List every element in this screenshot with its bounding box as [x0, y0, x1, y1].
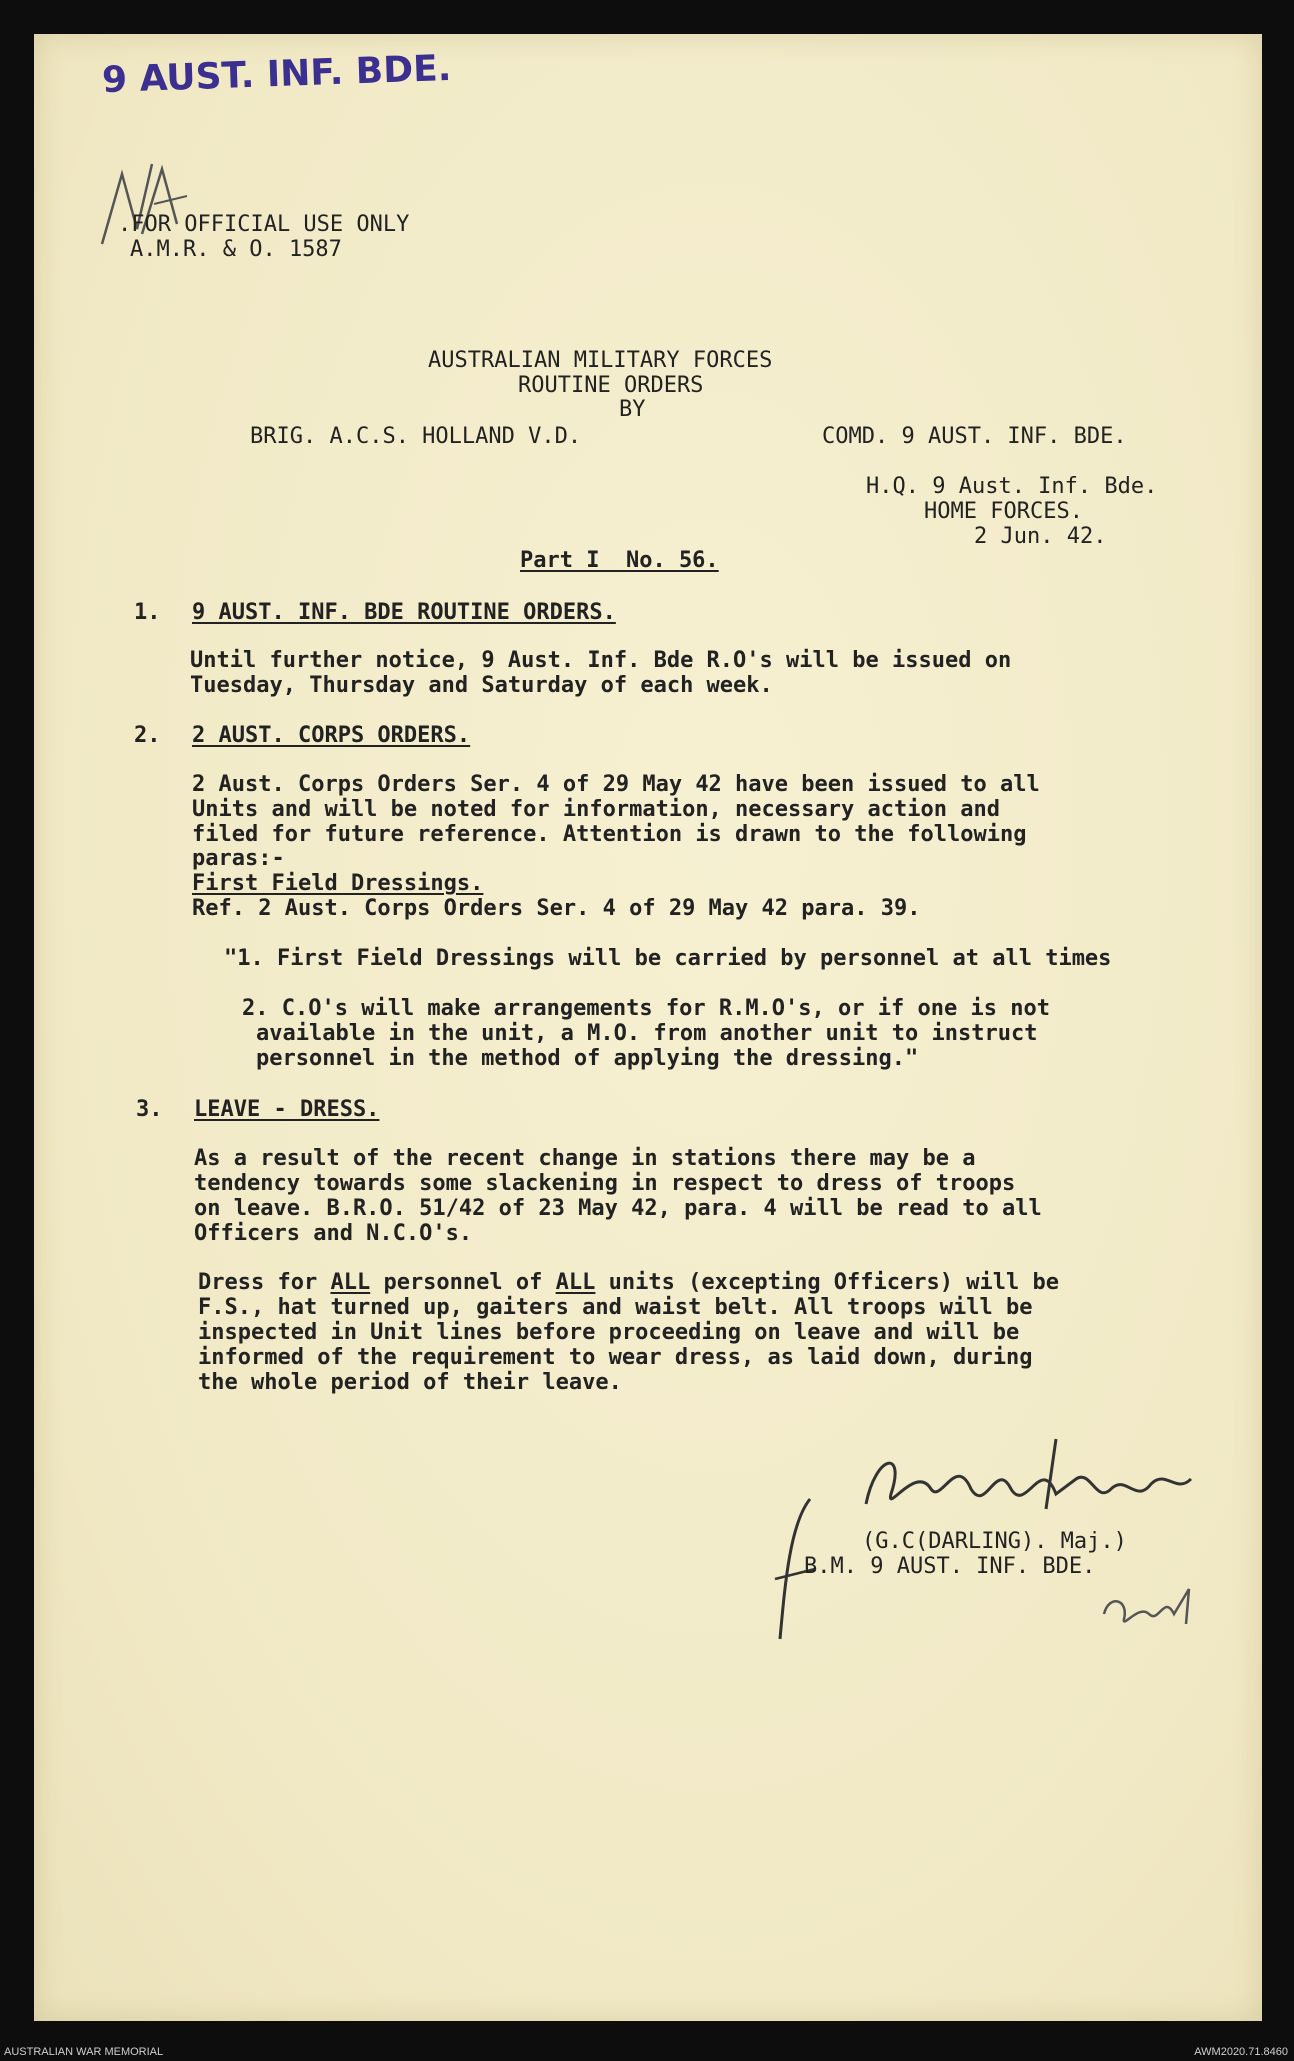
section-3-text-1: As a result of the recent change in stations there may be a	[194, 1146, 976, 1171]
address-line-2: HOME FORCES.	[924, 499, 1083, 524]
section-2-heading: 2 AUST. CORPS ORDERS.	[192, 723, 471, 748]
quote-item-2-line-1: 2. C.O's will make arrangements for R.M.O's, or if one is not	[242, 996, 1050, 1021]
signatory-name: (G.C(DARLING). Maj.)	[862, 1529, 1127, 1554]
commander-title: COMD. 9 AUST. INF. BDE.	[822, 424, 1127, 449]
section-2-subheading: First Field Dressings.	[192, 871, 484, 896]
section-1-text-2: Tuesday, Thursday and Saturday of each week.	[190, 673, 773, 698]
section-2-text-2: Units and will be noted for information, necessary action and	[192, 797, 1000, 822]
commander-name: BRIG. A.C.S. HOLLAND V.D.	[250, 424, 582, 449]
dress-line-3: inspected in Unit lines before proceeding on leave and will be	[198, 1320, 1020, 1345]
dress-text-a: Dress for	[198, 1270, 331, 1295]
address-date: 2 Jun. 42.	[974, 524, 1107, 549]
section-2-text-1: 2 Aust. Corps Orders Ser. 4 of 29 May 42 have been issued to all	[192, 772, 1040, 797]
quote-item-2-line-3: personnel in the method of applying the dressing."	[256, 1046, 919, 1071]
section-3-text-4: Officers and N.C.O's.	[194, 1221, 473, 1246]
section-3-text-2: tendency towards some slackening in respect to dress of troops	[194, 1171, 1016, 1196]
address-line-1: H.Q. 9 Aust. Inf. Bde.	[866, 474, 1158, 499]
handwritten-signature	[846, 1434, 1226, 1544]
dress-line-4: informed of the requirement to wear dress, as laid down, during	[198, 1345, 1033, 1370]
signatory-title: B.M. 9 AUST. INF. BDE.	[804, 1554, 1096, 1579]
section-1-heading: 9 AUST. INF. BDE ROUTINE ORDERS.	[192, 600, 616, 625]
archive-credit: AUSTRALIAN WAR MEMORIAL	[4, 2046, 164, 2058]
section-3-number: 3.	[136, 1097, 163, 1122]
dress-line-1	[198, 1270, 1059, 1295]
handwritten-annotation	[1094, 1574, 1204, 1634]
section-2-reference: Ref. 2 Aust. Corps Orders Ser. 4 of 29 May 42 para. 39.	[192, 896, 921, 921]
title-line-1: AUSTRALIAN MILITARY FORCES	[428, 348, 773, 373]
section-3-heading: LEAVE - DRESS.	[194, 1097, 380, 1122]
dress-line-5: the whole period of their leave.	[198, 1370, 622, 1395]
quote-item-2-line-2: available in the unit, a M.O. from another unit to instruct	[256, 1021, 1038, 1046]
section-2-text-4: paras:-	[192, 846, 285, 871]
dress-emphasis-all-2: ALL	[555, 1270, 596, 1295]
document-page	[34, 34, 1262, 2021]
archive-reference: AWM2020.71.8460	[1194, 2046, 1288, 2058]
title-line-3: BY	[619, 397, 646, 422]
dress-text-c: personnel of	[370, 1270, 556, 1295]
part-number: Part I No. 56.	[520, 548, 719, 573]
quote-item-1: "1. First Field Dressings will be carried by personnel at all times	[224, 946, 1112, 971]
title-line-2: ROUTINE ORDERS	[518, 373, 704, 398]
dress-text-e: units (excepting Officers) will be	[595, 1270, 1059, 1295]
official-use-line: .FOR OFFICIAL USE ONLY	[118, 212, 410, 237]
unit-stamp: 9 AUST. INF. BDE.	[101, 47, 453, 102]
dress-line-2: F.S., hat turned up, gaiters and waist belt. All troops will be	[198, 1295, 1033, 1320]
section-2-text-3: filed for future reference. Attention is drawn to the following	[192, 822, 1027, 847]
amr-number: A.M.R. & O. 1587	[130, 237, 342, 262]
section-1-number: 1.	[134, 600, 161, 625]
dress-emphasis-all-1: ALL	[330, 1270, 371, 1295]
section-3-text-3: on leave. B.R.O. 51/42 of 23 May 42, para. 4 will be read to all	[194, 1196, 1042, 1221]
section-1-text-1: Until further notice, 9 Aust. Inf. Bde R.O's will be issued on	[190, 648, 1012, 673]
section-2-number: 2.	[134, 723, 161, 748]
